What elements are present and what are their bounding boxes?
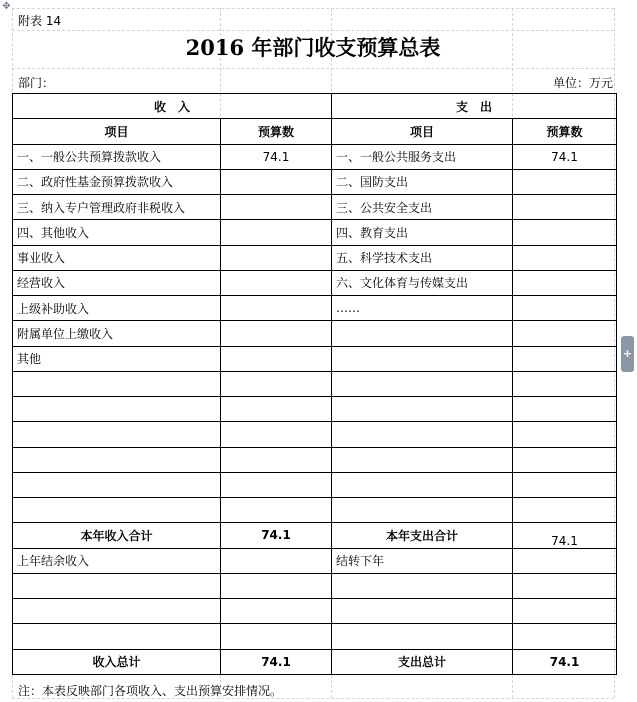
plus-icon[interactable]: + (621, 336, 634, 372)
income-item: 其他 (13, 346, 221, 371)
income-year-total-label: 本年收入合计 (13, 523, 221, 548)
income-item: 附属单位上缴收入 (13, 321, 221, 346)
carry-in-value (221, 548, 332, 573)
expense-budget-header: 预算数 (513, 119, 617, 144)
expense-item: 三、公共安全支出 (332, 195, 513, 220)
expense-value (513, 270, 617, 295)
budget-table (12, 93, 617, 675)
expense-item: 五、科学技术支出 (332, 245, 513, 270)
expense-year-total-label: 本年支出合计 (332, 523, 513, 548)
income-value (221, 220, 332, 245)
expense-year-total-value: 74.1 (513, 523, 617, 548)
income-item: 四、其他收入 (13, 220, 221, 245)
table-row-empty (13, 624, 617, 649)
gridline (12, 30, 614, 31)
income-value (221, 346, 332, 371)
income-value (221, 169, 332, 194)
expense-value (513, 195, 617, 220)
grand-total-row (13, 649, 617, 675)
table-row (13, 220, 617, 245)
income-value (221, 296, 332, 321)
section-header-row (13, 94, 617, 119)
footnote: 注：本表反映部门各项收入、支出预算安排情况。 (18, 684, 283, 698)
income-item: 三、纳入专户管理政府非税收入 (13, 195, 221, 220)
expense-item: 二、国防支出 (332, 169, 513, 194)
carry-out-label: 结转下年 (332, 548, 513, 573)
expense-item: …… (332, 296, 513, 321)
income-budget-header: 预算数 (221, 119, 332, 144)
table-row-empty (13, 472, 617, 497)
expense-total-label: 支出总计 (332, 649, 513, 675)
table-row-empty (13, 447, 617, 472)
income-item: 二、政府性基金预算拨款收入 (13, 169, 221, 194)
income-value: 74.1 (221, 144, 332, 169)
gridline (12, 8, 614, 9)
annex-label: 附表 14 (18, 14, 62, 28)
income-total-value: 74.1 (221, 649, 332, 675)
income-item: 一、一般公共预算拨款收入 (13, 144, 221, 169)
income-value (221, 245, 332, 270)
income-value (221, 321, 332, 346)
move-handle-icon[interactable]: ✥ (2, 1, 11, 12)
year-total-row (13, 523, 617, 548)
income-header: 收 入 (13, 94, 332, 119)
income-year-total-value: 74.1 (221, 523, 332, 548)
carry-row (13, 548, 617, 573)
expense-value: 74.1 (513, 144, 617, 169)
expense-item: 一、一般公共服务支出 (332, 144, 513, 169)
department-label: 部门： (18, 76, 55, 90)
income-item-header: 项目 (13, 119, 221, 144)
table-row (13, 245, 617, 270)
expense-value (513, 220, 617, 245)
column-header-row (13, 119, 617, 144)
table-row (13, 195, 617, 220)
table-row-empty (13, 498, 617, 523)
carry-in-label: 上年结余收入 (13, 548, 221, 573)
table-row (13, 346, 617, 371)
gridline (12, 68, 614, 69)
income-value (221, 270, 332, 295)
income-item: 经营收入 (13, 270, 221, 295)
table-row (13, 169, 617, 194)
carry-out-value (513, 548, 617, 573)
table-row (13, 296, 617, 321)
expense-value (513, 346, 617, 371)
expense-item (332, 346, 513, 371)
table-row (13, 270, 617, 295)
expense-item: 四、教育支出 (332, 220, 513, 245)
income-total-label: 收入总计 (13, 649, 221, 675)
expense-item: 六、文化体育与传媒支出 (332, 270, 513, 295)
income-item: 上级补助收入 (13, 296, 221, 321)
expense-item-header: 项目 (332, 119, 513, 144)
table-row-empty (13, 397, 617, 422)
table-row (13, 144, 617, 169)
expense-value (513, 245, 617, 270)
expense-total-value: 74.1 (513, 649, 617, 675)
page-title: 2016 年部门收支预算总表 (185, 35, 441, 60)
table-row-empty (13, 573, 617, 598)
expense-value (513, 321, 617, 346)
table-row (13, 321, 617, 346)
income-item: 事业收入 (13, 245, 221, 270)
expense-item (332, 321, 513, 346)
table-row-empty (13, 599, 617, 624)
expense-header: 支 出 (332, 94, 617, 119)
expense-value (513, 296, 617, 321)
income-value (221, 195, 332, 220)
unit-label: 单位：万元 (552, 76, 613, 90)
expense-value (513, 169, 617, 194)
table-row-empty (13, 422, 617, 447)
table-row-empty (13, 371, 617, 396)
